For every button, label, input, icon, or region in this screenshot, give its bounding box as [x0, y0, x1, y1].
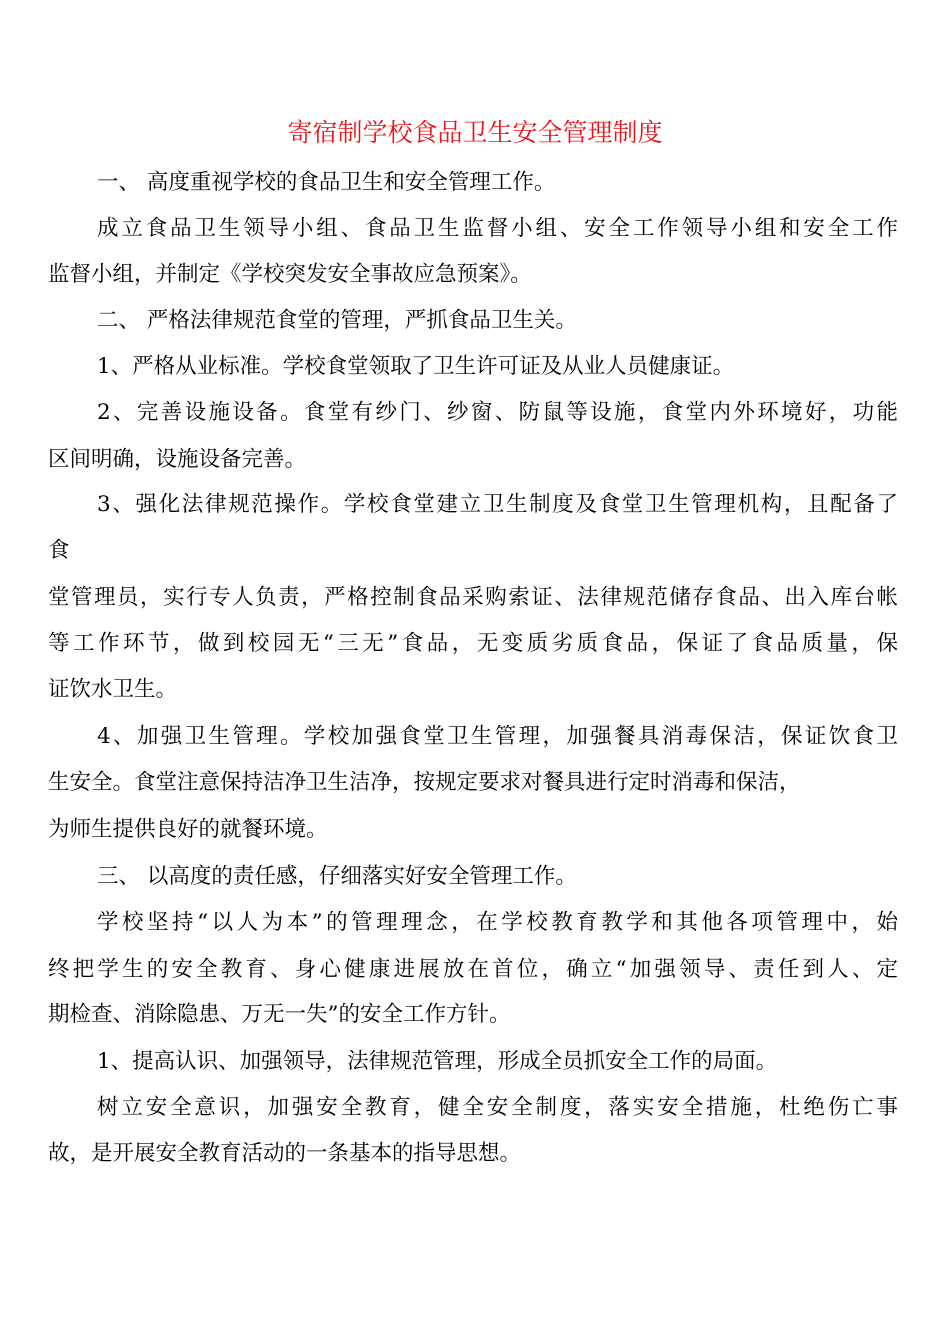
- document-title: 寄宿制学校食品卫生安全管理制度: [287, 118, 663, 147]
- body-line: 食: [48, 538, 70, 563]
- body-line: 成立食品卫生领导小组、食品卫生监督小组、安全工作领导小组和安全工作: [97, 216, 898, 241]
- body-line: 区间明确，设施设备完善。: [48, 447, 307, 472]
- body-line: 2、完善设施设备。食堂有纱门、纱窗、防鼠等设施，食堂内外环境好，功能: [97, 400, 898, 425]
- body-line: 1、提高认识、加强领导，法律规范管理，形成全员抓安全工作的局面。: [97, 1049, 778, 1074]
- body-line: 证饮水卫生。: [48, 677, 178, 702]
- body-line: 3、强化法律规范操作。学校食堂建立卫生制度及食堂卫生管理机构，且配备了: [97, 492, 898, 517]
- body-line: 堂管理员，实行专人负责，严格控制食品采购索证、法律规范储存食品、出入库台帐: [48, 585, 898, 610]
- body-line: 学校坚持“以人为本”的管理理念，在学校教育教学和其他各项管理中，始: [97, 910, 898, 935]
- body-line: 生安全。食堂注意保持洁净卫生洁净，按规定要求对餐具进行定时消毒和保洁，: [48, 770, 801, 795]
- body-line: 4、加强卫生管理。学校加强食堂卫生管理，加强餐具消毒保洁，保证饮食卫: [97, 724, 898, 749]
- body-line: 三、 以高度的责任感，仔细落实好安全管理工作。: [97, 864, 577, 889]
- body-line: 1、严格从业标准。学校食堂领取了卫生许可证及从业人员健康证。: [97, 354, 735, 379]
- body-line: 终把学生的安全教育、身心健康进展放在首位，确立“加强领导、责任到人、定: [48, 957, 898, 982]
- body-line: 监督小组，并制定《学校突发安全事故应急预案》。: [48, 262, 532, 287]
- body-line: 为师生提供良好的就餐环境。: [48, 817, 328, 842]
- body-line: 等工作环节，做到校园无“三无”食品，无变质劣质食品，保证了食品质量，保: [48, 631, 898, 656]
- body-line: 故，是开展安全教育活动的一条基本的指导思想。: [48, 1141, 522, 1166]
- body-line: 二、 严格法律规范食堂的管理，严抓食品卫生关。: [97, 308, 577, 333]
- body-line: 期检查、消除隐患、万无一失”的安全工作方针。: [48, 1002, 511, 1027]
- body-line: 一、 高度重视学校的食品卫生和安全管理工作。: [97, 170, 556, 195]
- body-line: 树立安全意识，加强安全教育，健全安全制度，落实安全措施，杜绝伤亡事: [97, 1095, 898, 1120]
